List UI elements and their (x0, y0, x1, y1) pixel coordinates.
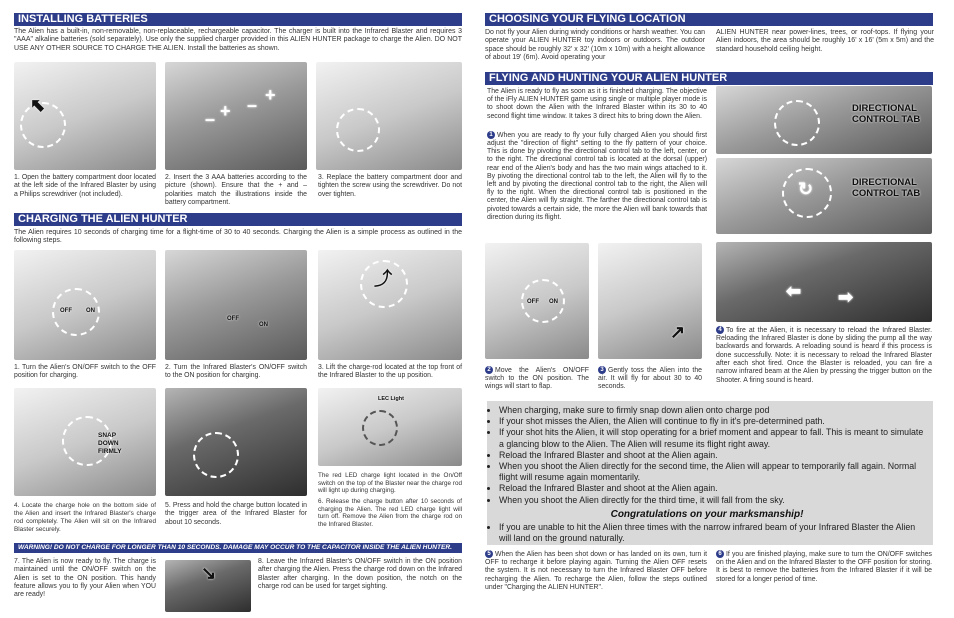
callout-circle (362, 410, 398, 446)
flying-step-3 (598, 366, 702, 392)
flying-step-4 (716, 326, 932, 385)
arrow-icon: ↻ (798, 179, 814, 199)
arrow-icon: ⤴ (374, 269, 392, 289)
tip-item: • When you shoot the Alien directly for the third time, it will fall from the sky. (499, 495, 927, 506)
flying-step-6-text: If you are finished playing, make sure to turn the ON/OFF switches on the Alien and on the Infrared Blaster to the OFF position for storing. It is best to remove the batteries from the Infrared Blaster if it will be stored for a longer period of time. (716, 550, 932, 583)
flying-photo-reload (716, 242, 932, 322)
tip-item: • If your shot misses the Alien, the Alien will continue to fly in it's pre-determined path. (499, 416, 927, 427)
flying-step-1-text: When you are ready to fly your fully charged Alien you should first adjust the "direction of flight" setting to the fly pattern of your choice. This is done by pivoting the directional control tab to the left, center, or to the right. The directional control tab is located at the dorsal (upper) rear end of the Alien's body and has the two main wings attached to it. By pivoting the directional control tab to the left, the Alien will fly to the left and by pivoting the directional control tab to the right, the Alien will fly to the right. When the directional control tab is positioned in the center, the Alien will fly straight. The farther the directional control tab is pivoted towards a certain side, the more the Alien will bank towards that direction during its flight. (487, 131, 707, 221)
off-label: OFF (60, 308, 72, 314)
callout-circle (193, 432, 239, 478)
lec-light-label: LEC Light (378, 396, 404, 402)
tip-item: • If you are unable to hit the Alien three times with the narrow infrared beam of your Infrared Blaster the Alien will land on the ground naturally. (499, 522, 927, 544)
callout-circle (336, 108, 380, 152)
arrow-icon: ⬉ (30, 95, 46, 115)
on-label: ON (86, 308, 95, 314)
installing-header: INSTALLING BATTERIES (14, 13, 462, 26)
installing-step-1: 1. Open the battery compartment door located at the left side of the Infrared Blaster by using a Philips screwdriver (not included). (14, 174, 156, 198)
charging-step-2: 2. Turn the Infrared Blaster's ON/OFF switch to the ON position for charging. (165, 364, 307, 380)
charging-photo-1 (14, 250, 156, 360)
charging-step-8: 8. Leave the Infrared Blaster's ON/OFF switch in the ON position after charging the Alien. Press the charge rod down on the Infrared Blaster after charging. In the down position, the notch on the charge rod can be used for target sighting. (258, 558, 462, 590)
charging-photo-3 (318, 250, 462, 360)
charging-intro: The Alien requires 10 seconds of charging time for a flight-time of 30 to 40 seconds. Charging the Alien is a simple process as outlined in the following steps. (14, 229, 462, 245)
installing-step-2: 2. Insert the 3 AAA batteries according to the picture (shown). Ensure that the + and – polarities match the illustrations inside the battery compartment. (165, 174, 307, 206)
arrow-icon: ↘ (201, 563, 217, 583)
flying-step-5-text: When the Alien has been shot down or has landed on its own, turn it OFF to recharge it before playing again. Turning the Alien OFF resets the system. It is not necessary to turn the Infrared Blaster OFF before recharging the Alien. To recharge the Alien, follow the steps outlined under "Charging the ALIEN HUNTER". (485, 550, 707, 592)
direction-photo-1 (716, 86, 932, 154)
tip-item: • When you shoot the Alien directly for the second time, the Alien will appear to temporarily fall again. Normal flight will resume again momentarily. (499, 461, 927, 483)
flying-step-2 (485, 366, 589, 392)
charging-photo-4 (14, 388, 156, 496)
directional-label-1: DIRECTIONAL (852, 103, 917, 114)
direction-photo-2 (716, 158, 932, 234)
tip-item: • When charging, make sure to firmly snap down alien onto charge pod (499, 405, 927, 416)
tip-item: • If your shot hits the Alien, it will stop operating for a brief moment and appear to fall. This is meant to simulate a glancing blow to the Alien. The Alien will resume its flight right away. (499, 427, 927, 449)
charging-photo-5 (165, 388, 307, 496)
step-number-1: 1 (487, 131, 495, 139)
flying-header: FLYING AND HUNTING YOUR ALIEN HUNTER (485, 72, 933, 85)
control-tab-label-2: CONTROL TAB (852, 188, 921, 199)
tips-list (487, 405, 927, 506)
flying-step-4-text: To fire at the Alien, it is necessary to reload the Infrared Blaster. Reloading the Infrared Blaster is done by sliding the pump all the way backwards and forwards. A reloading sound is heard if this process is done successfully. Note: it is necessary to reload the Infrared Blaster after each shot fired. Once the Blaster is reloaded, you can fire a narrow infrared beam at the Alien by pressing the trigger button on the Shooter. A firing sound is heard. (716, 326, 932, 384)
control-tab-label-1: CONTROL TAB (852, 114, 921, 125)
location-text-left: Do not fly your Alien during windy conditions or harsh weather. You can operate your ALIEN HUNTER toy indoors or outdoors. The outdoor space should be roughly 32' x 32' (10m x 10m) with a height allowance of about 19' (6m). Avoid operating your (485, 29, 705, 62)
flying-step-2-text: Move the Alien's ON/OFF switch to the ON position. The wings will start to flap. (485, 366, 589, 391)
arrow-icon: ➡ (838, 287, 854, 307)
flying-step-6 (716, 550, 932, 584)
flying-step-5 (485, 550, 707, 592)
on-label: ON (259, 322, 268, 328)
charging-warning: WARNING! DO NOT CHARGE FOR LONGER THAN 10 SECONDS. DAMAGE MAY OCCUR TO THE CAPACITOR INSIDE THE ALIEN HUNTER. (14, 543, 462, 553)
arrow-icon: ⬅ (786, 281, 802, 301)
charging-led-note: The red LED charge light located in the On/Off switch on the top of the Blaster near the charge rod will light up during charging. (318, 472, 462, 495)
flying-photo-switch (485, 243, 589, 359)
on-label: ON (549, 299, 558, 305)
minus-icon: – (205, 109, 216, 129)
charging-photo-2 (165, 250, 307, 360)
location-header: CHOOSING YOUR FLYING LOCATION (485, 13, 933, 26)
charging-photo-6 (318, 388, 462, 466)
arrow-icon: ↗ (670, 322, 686, 342)
minus-icon: – (247, 95, 258, 115)
battery-photo-1 (14, 62, 156, 170)
flying-photo-toss (598, 243, 702, 359)
firmly-label: FIRMLY (98, 448, 122, 455)
step-number-4: 4 (716, 326, 724, 334)
battery-photo-3 (316, 62, 462, 170)
flying-intro: The Alien is ready to fly as soon as it is finished charging. The objective of the iFly ALIEN HUNTER game using single or multiple player mode is to shoot down the Alien with the Infrared Blaster within its 30 to 40 second flight time window. It takes 3 direct hits to bring down the Alien. (487, 88, 707, 120)
charging-header: CHARGING THE ALIEN HUNTER (14, 213, 462, 226)
directional-label-2: DIRECTIONAL (852, 177, 917, 188)
charging-photo-7 (165, 560, 251, 612)
charging-step-5: 5. Press and hold the charge button located in the trigger area of the Infrared Blaster for about 10 seconds. (165, 502, 307, 526)
installing-step-3: 3. Replace the battery compartment door and tighten the screw using the screwdriver. Do not over tighten. (318, 174, 462, 198)
step-number-5: 5 (485, 550, 493, 558)
step-number-3: 3 (598, 366, 606, 374)
off-label: OFF (227, 316, 239, 322)
step-number-2: 2 (485, 366, 493, 374)
charging-step-3: 3. Lift the charge-rod located at the top front of the Infrared Blaster to the up position. (318, 364, 462, 380)
off-label: OFF (527, 299, 539, 305)
tips-box (487, 401, 933, 545)
battery-photo-2 (165, 62, 307, 170)
tip-item: • Reload the Infrared Blaster and shoot at the Alien again. (499, 483, 927, 494)
charging-step-4: 4. Locate the charge hole on the bottom side of the Alien and insert the Infrared Blaster's charge rod completely. The Alien will sit on the Infrared Blaster securely. (14, 502, 156, 533)
step-number-6: 6 (716, 550, 724, 558)
installing-intro: The Alien has a built-in, non-removable, non-replaceable, rechargeable capacitor. The charger is built into the Infrared Blaster and requires 3 "AAA" alkaline batteries (sold separately). Use only the supplied charger provided in this ALIEN HUNTER package to charge the Alien. DO NOT USE ANY OTHER SOURCE TO CHARGE THE ALIEN. Install the batteries as shown. (14, 28, 462, 52)
down-label: DOWN (98, 440, 119, 447)
plus-icon: + (220, 101, 231, 121)
flying-step-3-text: Gently toss the Alien into the air. It will fly for about 30 to 40 seconds. (598, 366, 702, 391)
charging-step-1: 1. Turn the Alien's ON/OFF switch to the OFF position for charging. (14, 364, 156, 380)
location-text-right: ALIEN HUNTER near power-lines, trees, or roof-tops. If flying your Alien indoors, the area should be roughly 16' x 16' (5m x 5m) and the standard household ceiling height. (716, 29, 934, 53)
flying-step-1 (487, 131, 707, 222)
congrats-heading: Congratulations on your marksmanship! (610, 508, 804, 520)
tips-list-final (487, 522, 927, 544)
charging-step-6: 6. Release the charge button after 10 seconds of charging the Alien. The red LED charge light will turn off. Remove the Alien from the charge rod on the Infrared Blaster. (318, 498, 462, 528)
charging-step-7: 7. The Alien is now ready to fly. The charge is maintained until the ON/OFF switch on the Alien is set to the ON position. This handy feature allows you to fly your Alien when YOU are ready! (14, 558, 156, 599)
plus-icon: + (265, 85, 276, 105)
snap-label: SNAP (98, 432, 117, 439)
callout-circle (774, 100, 820, 146)
tip-item: • Reload the Infrared Blaster and shoot at the Alien again. (499, 450, 927, 461)
